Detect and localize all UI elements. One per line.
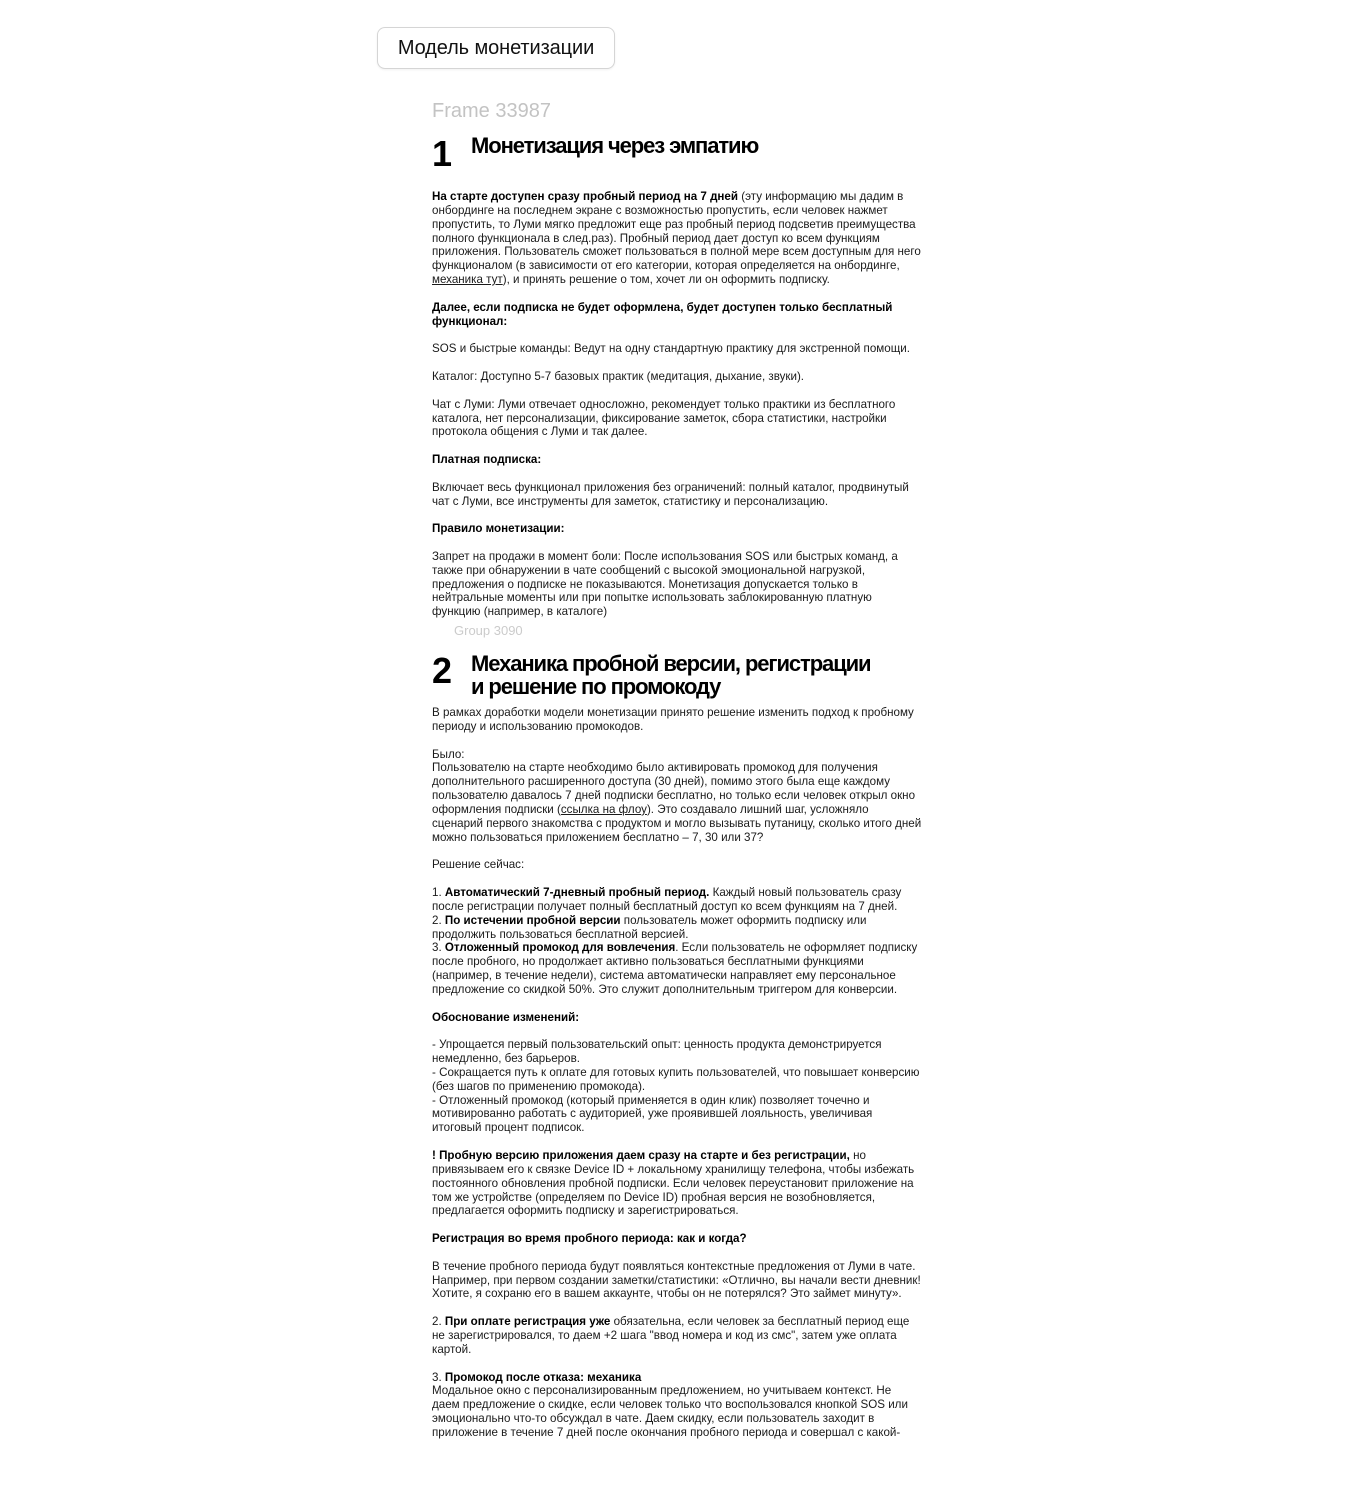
paragraph: Решение сейчас: bbox=[432, 858, 525, 872]
paragraph: На старте доступен сразу пробный период на 7 дней (эту информацию мы дадим в онбординге на последнем экране с возможностью пропустить, если человек нажмет пропустить, то Луми мягко предложит еще раз пробный период подсветив преимущества полного функционала в след.раз). Пробный период дает доступ ко всем функциям приложения. Пользователь сможет пользоваться в полной мере всем доступным для него функционалом (в зависимости от его категории, которая определяется на онбординге, механика тут), и принять решение о том, хочет ли он оформить подписку. bbox=[432, 190, 921, 287]
section-1-title: Монетизация через эмпатию bbox=[471, 133, 759, 158]
section-2-body bbox=[432, 706, 922, 1454]
section-1-heading bbox=[432, 133, 922, 173]
paragraph: Далее, если подписка не будет оформлена, будет доступен только бесплатный функционал: bbox=[432, 300, 893, 328]
frame-title-chip[interactable]: Модель монетизации bbox=[377, 27, 615, 69]
bullet-list: - Упрощается первый пользовательский опыт: ценность продукта демонстрируется немедленно, без барьеров. - Сокращается путь к оплате для готовых купить пользователей, что повышает конверсию (без шагов по применению промокода). - Отложенный промокод (который применяется в один клик) позволяет точечно и мотивированно работать с аудиторией, уже проявившей лояльность, увеличивая итоговый процент подписок. bbox=[432, 1038, 920, 1135]
paragraph: ! Пробную версию приложения даем сразу на старте и без регистрации, но привязываем его к связке Device ID + локальному хранилищу телефона, чтобы избежать постоянного обновления пробной подписки. Если человек переустановит приложение на том же устройстве (определяем по Device ID) пробная версия не возобновляется, предлагается оформить подписку и зарегистрироваться. bbox=[432, 1149, 915, 1218]
numbered-list: 1. Автоматический 7-дневный пробный период. Каждый новый пользователь сразу после регистрации получает полный бесплатный доступ ко всем функциям на 7 дней. 2. По истечении пробной версии пользователь может оформить подписку или продолжить пользоваться бесплатной версией. 3. Отложенный промокод для вовлечения. Если пользователь не оформляет подписку после пробного, но продолжает активно пользоваться бесплатными функциями (например, в течение недели), система автоматически направляет ему персональное предложение со скидкой 50%. Это служит дополнительным триггером для конверсии. bbox=[432, 885, 918, 996]
paragraph: 3. Промокод после отказа: механика Модальное окно с персонализированным предложением, но учитываем контекст. Не даем предложение о скидке, если человек только что воспользовался кнопкой SOS или эмоционально что-то обсуждал в чате. Даем скидку, если пользователь заходит в приложение в течение 7 дней после окончания пробного периода и совершал с какой- bbox=[432, 1370, 908, 1439]
section-2-number: 2 bbox=[432, 650, 453, 691]
paragraph: Правило монетизации: bbox=[432, 522, 565, 536]
section-1-body bbox=[432, 190, 922, 633]
paragraph: 2. При оплате регистрация уже обязательна, если человек за бесплатный период еще не зарегистрировался, то даем +2 шага "ввод номера и код из смс", затем уже оплата картой. bbox=[432, 1315, 910, 1356]
paragraph: Чат с Луми: Луми отвечает односложно, рекомендует только практики из бесплатного каталога, нет персонализации, фиксирование заметок, сбора статистики, настройки протокола общения с Луми и так далее. bbox=[432, 397, 896, 439]
frame-label: Frame 33987 bbox=[432, 100, 551, 122]
paragraph: В рамках доработки модели монетизации принято решение изменить подход к пробному периоду и использованию промокодов. bbox=[432, 706, 914, 733]
paragraph: Платная подписка: bbox=[432, 453, 542, 467]
paragraph: Регистрация во время пробного периода: как и когда? bbox=[432, 1232, 747, 1246]
paragraph: Было: Пользователю на старте необходимо было активировать промокод для получения дополнительного расширенного доступа (30 дней), помимо этого была еще каждому пользователю давалось 7 дней подписки бесплатно, но только если человек открыл окно оформления подписки (ссылка на флоу). Это создавало лишний шаг, усложняло сценарий первого знакомства с продуктом и могло вызывать путаницу, сколько итого дней можно пользоваться приложением бесплатно – 7, 30 или 37? bbox=[432, 747, 922, 844]
paragraph: Включает весь функционал приложения без ограничений: полный каталог, продвинутый чат с Луми, все инструменты для заметок, статистику и персонализацию. bbox=[432, 480, 909, 508]
flow-link[interactable]: ссылка на флоу bbox=[560, 802, 647, 816]
group-label: Group 3090 bbox=[454, 623, 523, 638]
section-2-heading bbox=[432, 652, 922, 702]
mechanics-link[interactable]: механика тут bbox=[432, 273, 503, 287]
paragraph: В течение пробного периода будут появляться контекстные предложения от Луми в чате. Например, при первом создании заметки/статистики: «Отлично, вы начали вести дневник! Хотите, я сохраню его в вашем аккаунте, чтобы он не потерялся? Это займет минуту». bbox=[432, 1259, 921, 1301]
paragraph: SOS и быстрые команды: Ведут на одну стандартную практику для экстренной помощи. bbox=[432, 342, 910, 356]
paragraph: Каталог: Доступно 5-7 базовых практик (медитация, дыхание, звуки). bbox=[432, 369, 805, 383]
paragraph: Обоснование изменений: bbox=[432, 1010, 580, 1024]
section-2-title: Механика пробной версии, регистрации и решение по промокоду bbox=[471, 651, 871, 699]
section-1-number: 1 bbox=[432, 133, 453, 174]
paragraph: Запрет на продажи в момент боли: После использования SOS или быстрых команд, а также при обнаружении в чате сообщений с высокой эмоциональной нагрузкой, предложения о подписке не показываются. Монетизация допускается только в нейтральные моменты или при попытке использовать заблокированную платную функцию (например, в каталоге) bbox=[432, 549, 898, 619]
